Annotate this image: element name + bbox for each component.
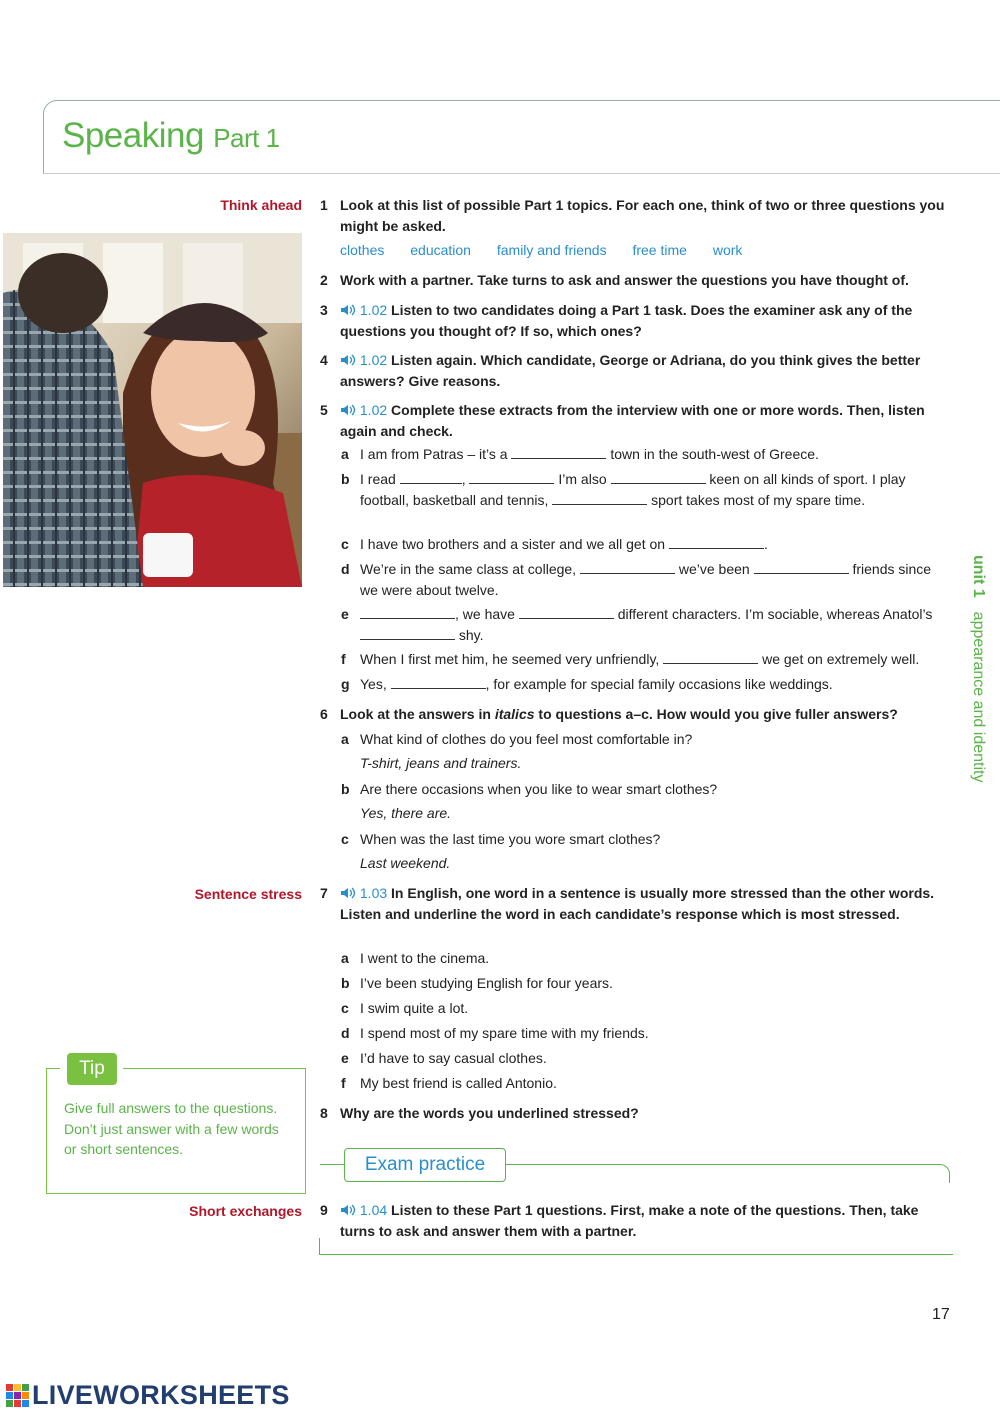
answer-blank[interactable] (360, 606, 455, 619)
item-text: friends since we were about twelve. (360, 561, 932, 598)
side-heading-think-ahead: Think ahead (220, 197, 302, 213)
item-text: I’m also (558, 471, 607, 487)
question-3 (320, 300, 945, 341)
item-text: I went to the cinema. (360, 950, 490, 966)
question-number: 9 (320, 1202, 328, 1218)
audio-track[interactable] (340, 885, 387, 901)
item-text: I read (360, 471, 396, 487)
q6-item-a (341, 729, 941, 750)
extract-a (341, 444, 941, 465)
extract-c (341, 534, 941, 555)
q6-item-b (341, 779, 941, 800)
question-number: 1 (320, 197, 328, 213)
item-text: I’ve been studying English for four years. (360, 975, 613, 991)
photo-woman-smiling (3, 233, 302, 587)
audio-track[interactable] (340, 302, 387, 318)
question-number: 8 (320, 1105, 328, 1121)
item-text: , for example for special family occasions like weddings. (485, 676, 833, 692)
question-text: Look at the answers in (340, 706, 491, 722)
question-text: Work with a partner. Take turns to ask and answer the questions you have thought of. (340, 272, 909, 288)
extract-d (341, 559, 941, 600)
q6-answer-b: Yes, there are. (360, 805, 452, 821)
vertical-unit-label (968, 555, 988, 825)
item-text: My best friend is called Antonio. (360, 1075, 557, 1091)
question-number: 4 (320, 352, 328, 368)
item-text: I swim quite a lot. (360, 1000, 469, 1016)
question-text: to questions a–c. How would you give fuller answers? (538, 706, 898, 722)
item-letter: a (341, 731, 349, 747)
item-question: Are there occasions when you like to wear smart clothes? (360, 781, 718, 797)
item-letter: d (341, 561, 350, 577)
item-letter: b (341, 471, 350, 487)
q7-item (341, 973, 941, 994)
svg-text:unit 1appearance and identity (970, 555, 987, 782)
question-6 (320, 704, 945, 725)
q7-item (341, 998, 941, 1019)
item-letter: d (341, 1025, 350, 1041)
question-7 (320, 883, 945, 924)
answer-blank[interactable] (400, 471, 462, 484)
speaker-icon (340, 354, 356, 366)
item-letter: f (341, 651, 346, 667)
item-letter: f (341, 1075, 346, 1091)
q7-item (341, 1023, 941, 1044)
item-text: I’d have to say casual clothes. (360, 1050, 547, 1066)
exam-frame-bottom (319, 1238, 953, 1255)
logo-grid-icon (6, 1384, 30, 1408)
answer-blank[interactable] (580, 561, 675, 574)
q7-item (341, 1048, 941, 1069)
extract-f (341, 649, 941, 670)
page-number: 17 (932, 1306, 950, 1323)
question-5 (320, 400, 945, 441)
q6-answer-a: T-shirt, jeans and trainers. (360, 755, 522, 771)
page-title (62, 116, 280, 156)
topic-item: work (712, 242, 743, 258)
side-heading-sentence-stress: Sentence stress (194, 886, 302, 902)
item-text: different characters. I’m sociable, whereas Anatol’s (617, 606, 933, 622)
audio-track-number: 1.02 (359, 402, 388, 418)
exam-frame-line (505, 1164, 950, 1183)
item-text: shy. (458, 626, 484, 643)
item-text: keen on all kinds of sport. I play football, basketball and tennis, (360, 471, 906, 508)
item-text: . (763, 536, 768, 552)
answer-blank[interactable] (511, 446, 606, 459)
audio-track-number: 1.04 (359, 1202, 388, 1218)
exam-practice-label: Exam practice (344, 1148, 506, 1182)
question-number: 2 (320, 272, 328, 288)
item-text: When I first met him, he seemed very unfriendly, (360, 651, 660, 667)
item-letter: b (341, 975, 350, 991)
unit-number: unit 1 (970, 555, 987, 598)
item-question: When was the last time you wore smart clothes? (360, 831, 661, 847)
q6-answer-c: Last weekend. (360, 855, 451, 871)
item-text: town in the south-west of Greece. (610, 446, 819, 462)
item-text: We’re in the same class at college, (360, 561, 577, 577)
question-text: Listen to two candidates doing a Part 1 task. Does the examiner ask any of the questions you thought of? If so, which ones? (340, 302, 913, 339)
question-text: Complete these extracts from the interview with one or more words. Then, listen again and check. (340, 402, 925, 439)
q7-item (341, 948, 941, 969)
item-letter: e (341, 606, 349, 622)
answer-blank[interactable] (391, 676, 486, 689)
extract-e (341, 604, 941, 645)
item-text: , we have (455, 606, 515, 622)
item-letter: b (341, 781, 350, 797)
audio-track-number: 1.02 (359, 352, 388, 368)
item-text: Yes, (360, 676, 387, 692)
answer-blank[interactable] (519, 606, 614, 619)
audio-track[interactable] (340, 402, 387, 418)
topic-item: free time (632, 242, 687, 258)
speaker-icon (340, 304, 356, 316)
q7-item (341, 1073, 941, 1094)
speaker-icon (340, 887, 356, 899)
item-question: What kind of clothes do you feel most comfortable in? (360, 731, 693, 747)
answer-blank[interactable] (669, 536, 764, 549)
title-part: Part 1 (213, 123, 280, 153)
q6-item-c (341, 829, 941, 850)
exam-frame-line (320, 1164, 344, 1165)
audio-track[interactable] (340, 1202, 387, 1218)
item-letter: a (341, 950, 349, 966)
extract-b (341, 469, 941, 510)
topic-item: clothes (340, 242, 385, 258)
audio-track-number: 1.03 (359, 885, 388, 901)
answer-blank[interactable] (360, 627, 455, 640)
item-text: we get on extremely well. (762, 651, 920, 667)
item-text: I am from Patras – it’s a (360, 446, 508, 462)
question-4 (320, 350, 945, 391)
question-text: Look at this list of possible Part 1 topics. For each one, think of two or three questions you might be asked. (340, 197, 945, 234)
tip-label: Tip (67, 1053, 117, 1085)
item-letter: e (341, 1050, 349, 1066)
item-letter: a (341, 446, 349, 462)
item-letter: c (341, 536, 349, 552)
tip-text: Give full answers to the questions. Don’t just answer with a few words or short sentences. (64, 1100, 279, 1157)
topic-list (340, 242, 764, 258)
item-letter: g (341, 676, 350, 692)
answer-blank[interactable] (552, 492, 647, 505)
item-letter: c (341, 1000, 349, 1016)
item-letter: c (341, 831, 349, 847)
item-text: I spend most of my spare time with my friends. (360, 1025, 649, 1041)
question-2 (320, 270, 945, 291)
item-text: I have two brothers and a sister and we all get on (360, 536, 666, 552)
logo-text: LIVEWORKSHEETS (32, 1380, 290, 1410)
question-number: 5 (320, 402, 328, 418)
extract-g (341, 674, 941, 695)
question-number: 6 (320, 706, 328, 722)
question-8 (320, 1103, 945, 1124)
question-text-italic: italics (494, 706, 535, 722)
question-9 (320, 1200, 920, 1241)
answer-blank[interactable] (611, 471, 706, 484)
topic-item: family and friends (496, 242, 607, 258)
item-text: sport takes most of my spare time. (651, 491, 866, 508)
audio-track[interactable] (340, 352, 387, 368)
item-text: , (461, 471, 466, 487)
question-text: In English, one word in a sentence is usually more stressed than the other words. Listen and underline the word in each candidate’s response which is most stressed. (340, 885, 935, 922)
title-main: Speaking (62, 116, 204, 155)
speaker-icon (340, 1204, 356, 1216)
topic-item: education (410, 242, 471, 258)
question-1 (320, 195, 945, 236)
side-heading-short-exchanges: Short exchanges (189, 1203, 302, 1219)
question-text: Why are the words you underlined stressed? (340, 1105, 639, 1121)
question-text: Listen again. Which candidate, George or Adriana, do you think gives the better answers? Give reasons. (340, 352, 921, 389)
answer-blank[interactable] (754, 561, 849, 574)
question-text: Listen to these Part 1 questions. First, make a note of the questions. Then, take turns to ask and answer them with a partner. (340, 1202, 919, 1239)
unit-topic: appearance and identity (970, 611, 987, 783)
answer-blank[interactable] (663, 651, 758, 664)
answer-blank[interactable] (469, 471, 554, 484)
item-text: we’ve been (678, 561, 750, 577)
question-number: 7 (320, 885, 328, 901)
speaker-icon (340, 404, 356, 416)
question-number: 3 (320, 302, 328, 318)
audio-track-number: 1.02 (359, 302, 388, 318)
